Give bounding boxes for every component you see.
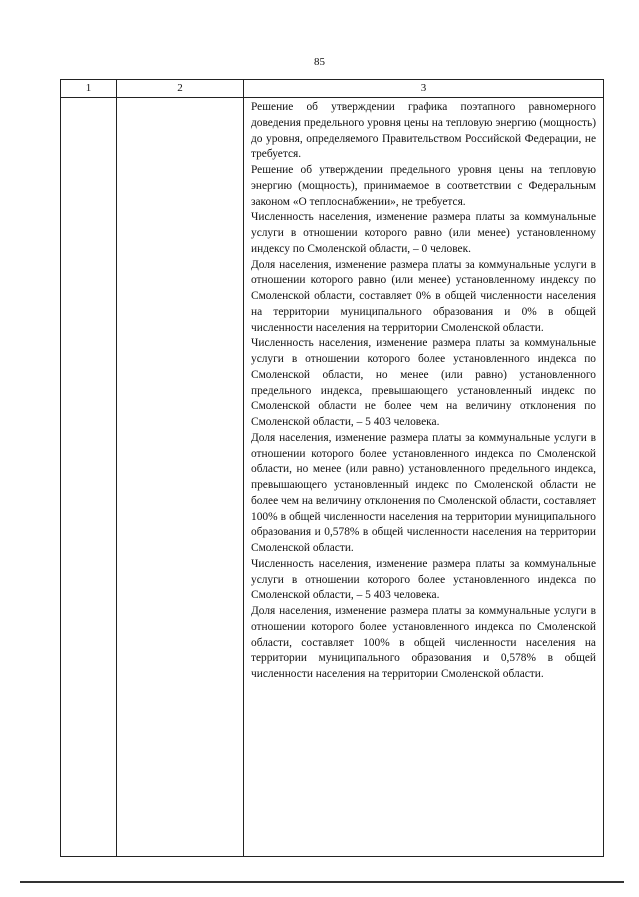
table-row [61, 98, 603, 856]
table-header-row [61, 80, 603, 98]
paragraph-population-within-deviation: Численность населения, изменение размера платы за коммунальные услуги в отношении которого более установленного индекса по Смоленской области, но менее (или равно) установленного предельного индекса, превышающего установленный индекс по Смоленской области не более чем на величину отклонения по Смоленской области, – 5 403 человека. [251, 337, 596, 428]
paragraph-population-above-index: Численность населения, изменение размера платы за коммунальные услуги в отношении которого более установленного индекса по Смоленской области, – 5 403 человека. [251, 557, 596, 602]
paragraph-share-above-index: Доля населения, изменение размера платы за коммунальные услуги в отношении которого более установленного индекса по Смоленской области, составляет 100% в общей численности населения на территории муниципального образования и 0,578% в общей численности населения на территории Смоленской области. [251, 605, 596, 680]
cell-col-1 [61, 98, 117, 856]
header-col-3: 3 [420, 82, 427, 94]
paragraph-population-equal-index: Численность населения, изменение размера платы за коммунальные услуги в отношении которого равно (или менее) установленному индексу по Смоленской области, – 0 человек. [251, 211, 596, 255]
footer-divider [20, 881, 624, 883]
paragraph-price-level-decision: Решение об утверждении предельного уровня цены на тепловую энергию (мощность), принимаемое в соответствии с Федеральным законом «О теплоснабжении», не требуется. [251, 164, 596, 208]
header-col-1: 1 [61, 80, 117, 97]
cell-col-3 [244, 98, 603, 856]
document-table [60, 79, 604, 857]
paragraph-share-within-deviation: Доля населения, изменение размера платы за коммунальные услуги в отношении которого более установленного индекса по Смоленской области, но менее (или равно) установленного предельного индекса, превышающего установленный индекс по Смоленской области не более чем на величину отклонения по Смоленской области, составляет 100% в общей численности населения на территории муниципального образования и 0,578% в общей численности населения на территории Смоленской области. [251, 431, 596, 554]
paragraph-schedule-decision: Решение об утверждении графика поэтапного равномерного доведения предельного уровня цены на тепловую энергию (мощность) до уровня, определяемого Правительством Российской Федерации, не требуется. [251, 101, 596, 161]
header-col-2: 2 [117, 80, 244, 97]
cell-col-2 [117, 98, 244, 856]
page-number: 85 [314, 56, 325, 68]
paragraph-share-equal-index: Доля населения, изменение размера платы за коммунальные услуги в отношении которого равно (или менее) установленному индексу по Смоленской области, составляет 0% в общей численности населения на территории муниципального образования и 0% в общей численности населения на территории Смоленской области. [251, 258, 596, 334]
